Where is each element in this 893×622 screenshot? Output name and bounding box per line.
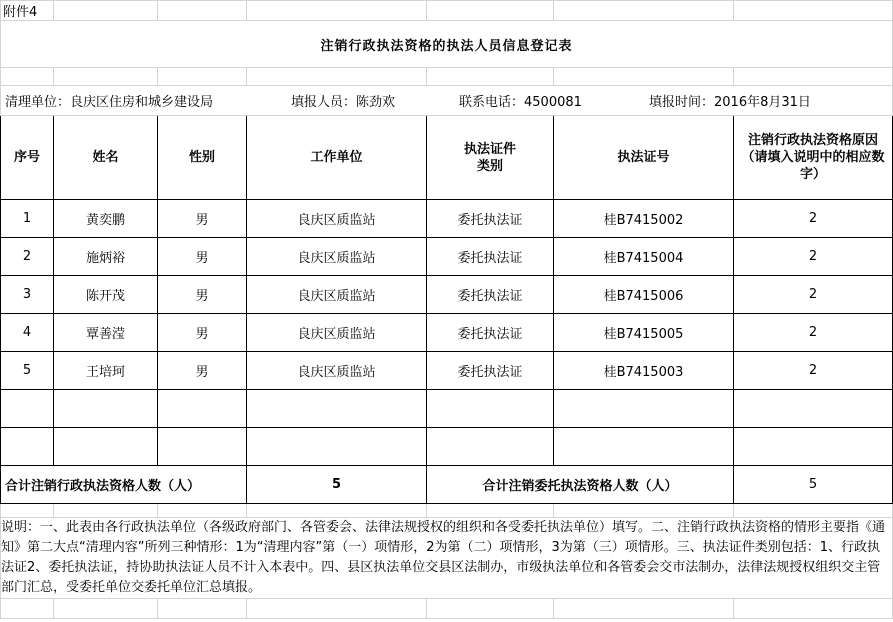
cell-cert-type[interactable]: 委托执法证: [427, 238, 554, 276]
cell-seq[interactable]: 3: [1, 276, 54, 314]
cell-gender[interactable]: 男: [158, 276, 247, 314]
cell-unit[interactable]: 良庆区质监站: [247, 200, 427, 238]
cell-reason[interactable]: 2: [734, 200, 893, 238]
cell-cert-type[interactable]: 委托执法证: [427, 200, 554, 238]
cell-seq[interactable]: 2: [1, 238, 54, 276]
empty-row: [1, 390, 893, 428]
cell-gender[interactable]: 男: [158, 238, 247, 276]
cell-seq[interactable]: 4: [1, 314, 54, 352]
cell-cert-type[interactable]: 委托执法证: [427, 352, 554, 390]
cell-cert-no[interactable]: 桂B7415006: [554, 276, 734, 314]
table-row: [1, 352, 893, 390]
cell-cert-no[interactable]: 桂B7415004: [554, 238, 734, 276]
page-title[interactable]: 注销行政执法资格的执法人员信息登记表: [1, 21, 893, 68]
table-row: [1, 276, 893, 314]
header-unit[interactable]: 工作单位: [247, 116, 427, 200]
attachment-label[interactable]: 附件4: [1, 1, 54, 21]
cell-unit[interactable]: 良庆区质监站: [247, 276, 427, 314]
cell-reason[interactable]: 2: [734, 352, 893, 390]
info-row[interactable]: [1, 86, 893, 116]
header-gender[interactable]: 性别: [158, 116, 247, 200]
date-info: 填报时间：2016年8月31日: [649, 95, 811, 110]
phone-info: 联系电话：4500081: [459, 95, 582, 110]
header-seq[interactable]: 序号: [1, 116, 54, 200]
cell-gender[interactable]: 男: [158, 314, 247, 352]
cell-reason[interactable]: 2: [734, 314, 893, 352]
cell-reason[interactable]: 2: [734, 276, 893, 314]
header-cert-type[interactable]: 执法证件 类别: [427, 116, 554, 200]
cell-seq[interactable]: 1: [1, 200, 54, 238]
cell-unit[interactable]: 良庆区质监站: [247, 352, 427, 390]
filler-info: 填报人员：陈劲欢: [291, 95, 396, 110]
cell-seq[interactable]: 5: [1, 352, 54, 390]
cell-cert-no[interactable]: 桂B7415005: [554, 314, 734, 352]
empty-row: [1, 428, 893, 466]
cell-name[interactable]: 覃善滢: [54, 314, 158, 352]
cell-cert-type[interactable]: 委托执法证: [427, 276, 554, 314]
cell-cert-no[interactable]: 桂B7415003: [554, 352, 734, 390]
cell-gender[interactable]: 男: [158, 200, 247, 238]
table-row: [1, 200, 893, 238]
cell-name[interactable]: 王培珂: [54, 352, 158, 390]
cell-unit[interactable]: 良庆区质监站: [247, 238, 427, 276]
table-row: [1, 314, 893, 352]
cell-reason[interactable]: 2: [734, 238, 893, 276]
cell-cert-no[interactable]: 桂B7415002: [554, 200, 734, 238]
total-entrust-value[interactable]: 5: [734, 466, 893, 504]
cell-cert-type[interactable]: 委托执法证: [427, 314, 554, 352]
cell-unit[interactable]: 良庆区质监站: [247, 314, 427, 352]
total-admin-value[interactable]: 5: [247, 466, 427, 504]
cell-name[interactable]: 陈开茂: [54, 276, 158, 314]
header-reason[interactable]: 注销行政执法资格原因（请填入说明中的相应数字）: [734, 116, 893, 200]
org-info: 清理单位：良庆区住房和城乡建设局: [5, 95, 214, 110]
table-row: [1, 238, 893, 276]
cell-name[interactable]: 黄奕鹏: [54, 200, 158, 238]
header-cert-no[interactable]: 执法证号: [554, 116, 734, 200]
cell-name[interactable]: 施炳裕: [54, 238, 158, 276]
note-text[interactable]: 说明：一、此表由各行政执法单位（各级政府部门、各管委会、法律法规授权的组织和各受委托执法单位）填写。二、注销行政执法资格的情形主要指《通知》第二大点“清理内容”所列三种情形：1为“清理内容”第（一）项情形，2为第（二）项情形，3为第（三）项情形。三、执法证件类别包括：1、行政执法证2、委托执法证，持协助执法证人员不计入本表中。四、县区执法单位交县区法制办，市级执法单位和各管委会交市法制办，法律法规授权组织交主管部门汇总，受委托单位交委托单位汇总填报。: [1, 518, 893, 599]
header-name[interactable]: 姓名: [54, 116, 158, 200]
total-admin-label[interactable]: 合计注销行政执法资格人数（人）: [1, 466, 247, 504]
cell-gender[interactable]: 男: [158, 352, 247, 390]
total-entrust-label[interactable]: 合计注销委托执法资格人数（人）: [427, 466, 734, 504]
